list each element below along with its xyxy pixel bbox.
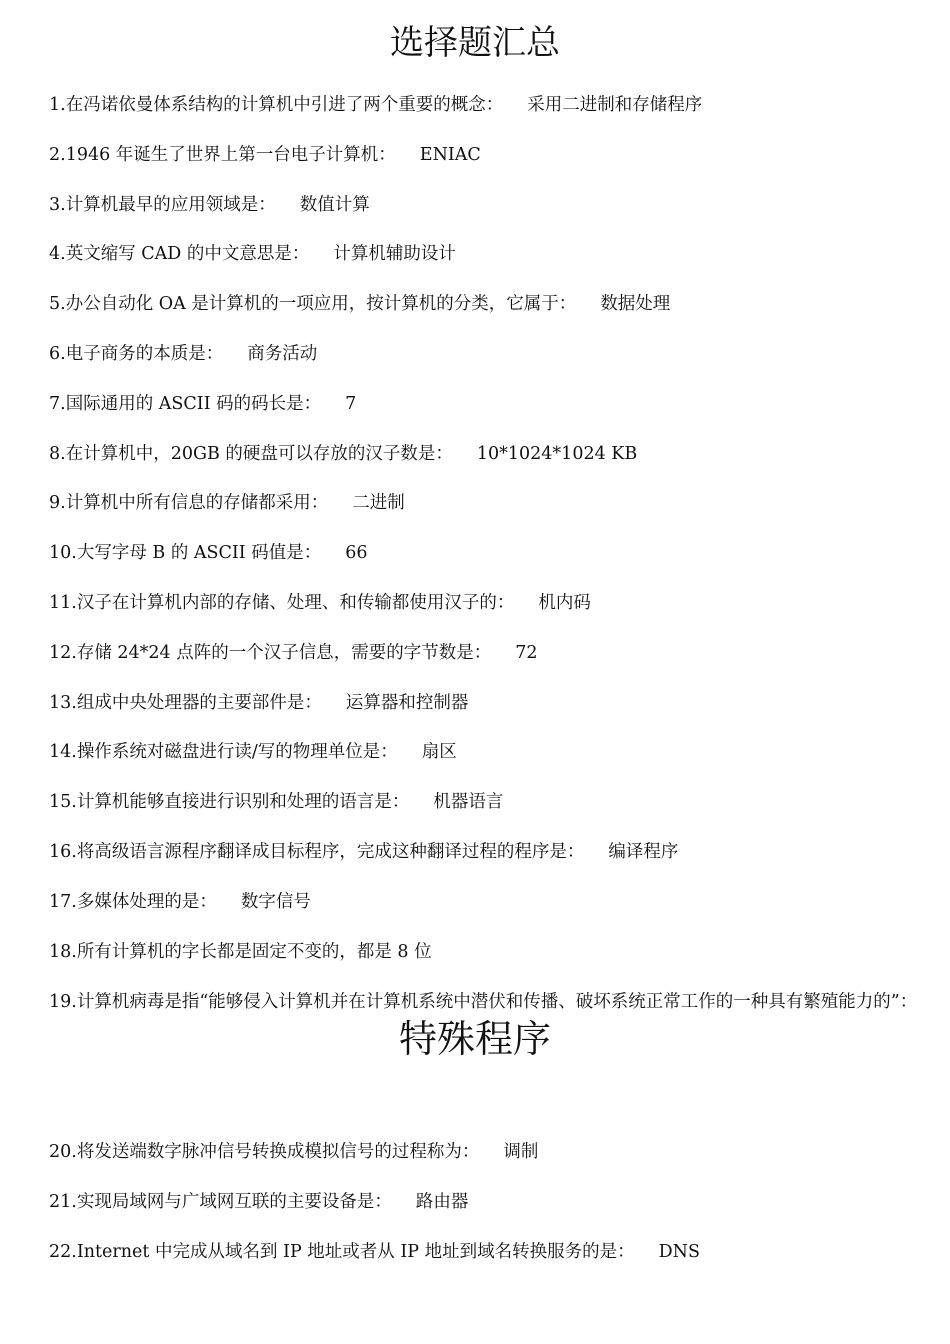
question-item	[49, 928, 919, 978]
question-text: 6.电子商务的本质是：	[49, 343, 224, 364]
question-item	[49, 230, 919, 280]
answer-text: 运算器和控制器	[345, 692, 469, 713]
answer-text: 二进制	[352, 493, 405, 514]
answer-text: 特殊程序	[398, 1017, 551, 1062]
question-item	[49, 430, 919, 480]
question-text: 14.操作系统对磁盘进行读/写的物理单位是：	[49, 742, 398, 763]
question-item	[49, 1228, 919, 1278]
question-item	[49, 529, 919, 579]
answer-text: 机内码	[538, 592, 591, 613]
question-text: 5.办公自动化 OA 是计算机的一项应用，按计算机的分类，它属于：	[49, 294, 577, 315]
question-text: 8.在计算机中，20GB 的硬盘可以存放的汉子数是：	[49, 443, 453, 464]
page-title: 选择题汇总	[390, 23, 560, 63]
answer-text: 扇区	[421, 742, 457, 763]
question-text: 22.Internet 中完成从域名到 IP 地址或者从 IP 地址到域名转换服务的是：	[49, 1241, 635, 1262]
question-text: 21.实现局域网与广域网互联的主要设备是：	[49, 1191, 392, 1212]
answer-text: 商务活动	[247, 343, 318, 364]
answer-text: 数值计算	[299, 194, 370, 215]
question-text: 20.将发送端数字脉冲信号转换成模拟信号的过程称为：	[49, 1142, 480, 1162]
question-list-continued	[49, 1128, 919, 1277]
answer-text: 数据处理	[600, 294, 671, 315]
question-text: 4.英文缩写 CAD 的中文意思是：	[49, 244, 310, 265]
question-list	[49, 81, 919, 1073]
answer-text: 10*1024*1024 KB	[476, 443, 638, 464]
answer-text: 72	[515, 642, 538, 663]
question-item	[49, 728, 919, 778]
answer-text: 调制	[503, 1142, 539, 1162]
question-item	[49, 778, 919, 828]
question-item	[49, 81, 919, 131]
question-text: 1.在冯诺依曼体系结构的计算机中引进了两个重要的概念：	[49, 95, 504, 115]
question-text: 17.多媒体处理的是：	[49, 891, 217, 912]
question-item	[49, 181, 919, 231]
question-text: 12.存储 24*24 点阵的一个汉子信息，需要的字节数是：	[49, 642, 492, 663]
answer-text: 数字信号	[240, 891, 311, 912]
question-text: 15.计算机能够直接进行识别和处理的语言是：	[49, 792, 410, 813]
answer-text: ENIAC	[419, 144, 481, 165]
question-text: 7.国际通用的 ASCII 码的码长是：	[49, 393, 322, 414]
answer-text: 机器语言	[433, 792, 504, 813]
question-text: 10.大写字母 B 的 ASCII 码值是：	[49, 543, 322, 564]
answer-text: 路由器	[415, 1191, 469, 1212]
question-text: 16.将高级语言源程序翻译成目标程序，完成这种翻译过程的程序是：	[49, 841, 585, 862]
question-item	[49, 330, 919, 380]
answer-text: 计算机辅助设计	[333, 244, 456, 265]
question-text: 2.1946 年诞生了世界上第一台电子计算机：	[49, 144, 396, 165]
question-item	[49, 131, 919, 181]
question-item	[49, 579, 919, 629]
question-text: 13.组成中央处理器的主要部件是：	[49, 692, 322, 713]
question-text: 3.计算机最早的应用领域是：	[49, 194, 276, 215]
question-text: 19.计算机病毒是指“能够侵入计算机并在计算机系统中潜伏和传播、破坏系统正常工作的一种具有繁殖能力的”：	[49, 992, 918, 1013]
question-item	[49, 280, 919, 330]
question-item	[49, 479, 919, 529]
question-item	[49, 828, 919, 878]
answer-text: 采用二进制和存储程序	[527, 95, 703, 115]
question-item	[49, 679, 919, 729]
answer-text: 编译程序	[608, 841, 679, 862]
question-item	[49, 878, 919, 928]
question-text: 11.汉子在计算机内部的存储、处理、和传输都使用汉子的：	[49, 592, 515, 613]
answer-text: DNS	[658, 1241, 700, 1262]
question-item	[49, 380, 919, 430]
question-text: 9.计算机中所有信息的存储都采用：	[49, 493, 329, 514]
answer-text: 7	[345, 393, 357, 414]
answer-text: 66	[345, 543, 368, 564]
question-text: 18.所有计算机的字长都是固定不变的，都是 8 位	[49, 941, 432, 962]
question-item	[49, 1178, 919, 1228]
question-item	[49, 629, 919, 679]
question-item	[49, 1128, 919, 1178]
